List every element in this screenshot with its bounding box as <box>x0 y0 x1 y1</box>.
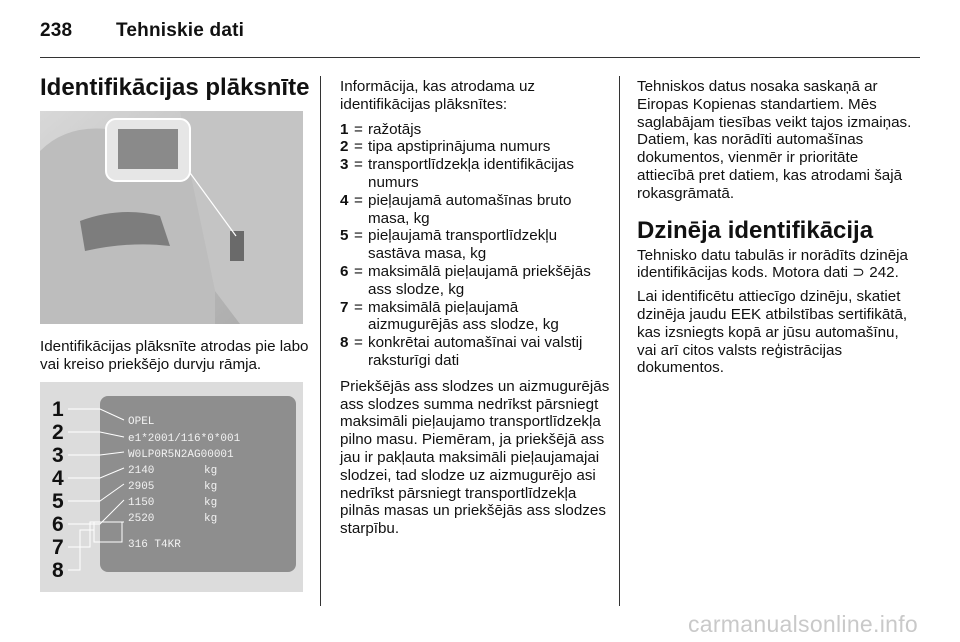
list-item <box>340 121 610 139</box>
plate-unit-3: kg <box>204 497 218 509</box>
callout-2: 2 <box>52 421 64 444</box>
item-number: 1 <box>340 120 349 138</box>
watermark: carmanualsonline.info <box>687 611 918 637</box>
caption-text: Identifikācijas plāksnīte atrodas pie labo vai kreiso priekšējo durvju rāmja. <box>40 338 309 373</box>
list-item <box>340 299 610 335</box>
item-text: ražotājs <box>368 120 422 138</box>
item-number: 3 <box>340 156 349 174</box>
header-rule <box>40 57 920 58</box>
item-eq: = <box>354 334 363 352</box>
plate-weight-1: 2140 <box>128 465 155 477</box>
column-3 <box>637 78 919 377</box>
item-number: 4 <box>340 191 349 209</box>
item-eq: = <box>354 298 363 316</box>
item-text: tipa apstiprinājuma numurs <box>368 138 551 156</box>
callout-8: 8 <box>52 559 64 582</box>
id-plate-diagram <box>40 382 303 592</box>
list-item <box>340 334 610 370</box>
engine-id-paragraph-2: Lai identificētu attiecīgo dzinēju, skatiet dzinēja jaudu EEK atbilstības sertifikātā, kas izsniegts kopā ar jūsu automašīnu, vai arī citos valsts reģistrācijas dokumentos. <box>637 288 908 377</box>
callout-5: 5 <box>52 490 64 513</box>
item-number: 6 <box>340 262 349 280</box>
callout-7: 7 <box>52 536 64 559</box>
list-item <box>340 192 610 228</box>
plate-unit-4: kg <box>204 513 218 525</box>
section-title: Tehniskie dati <box>116 20 245 41</box>
item-text: pieļaujamā transportlīdzekļu sastāva masa, kg <box>368 227 558 263</box>
item-number: 8 <box>340 334 349 352</box>
plate-legend-list <box>340 121 610 370</box>
item-eq: = <box>354 138 363 156</box>
plate-weight-4: 2520 <box>128 513 155 525</box>
callout-3: 3 <box>52 444 64 467</box>
engine-id-heading: Dzinēja identifikācija <box>637 216 874 244</box>
callout-4: 4 <box>52 467 64 490</box>
list-item <box>340 227 610 263</box>
engine-id-text: Tehnisko datu tabulās ir norādīts dzinēja identifikācijas kods. Motora dati <box>637 246 909 282</box>
photo-caption <box>40 338 312 374</box>
list-item <box>340 138 610 156</box>
column-1 <box>40 74 310 102</box>
id-plate-heading: Identifikācijas plāksnīte <box>40 74 310 101</box>
column-divider-1 <box>320 76 321 606</box>
column-divider-2 <box>619 76 620 606</box>
plate-info-intro: Informācija, kas atrodama uz identifikācijas plāksnītes: <box>340 78 535 113</box>
page-number: 238 <box>40 20 73 41</box>
item-eq: = <box>354 262 363 280</box>
item-eq: = <box>354 227 363 245</box>
column-2 <box>340 78 610 538</box>
list-item <box>340 156 610 192</box>
plate-unit-1: kg <box>204 465 218 477</box>
page-header <box>40 20 244 42</box>
item-number: 5 <box>340 227 349 245</box>
callout-6: 6 <box>52 513 64 536</box>
item-text: maksimālā pieļaujamā aizmugurējās ass slodze, kg <box>368 298 559 334</box>
plate-weight-3: 1150 <box>128 497 155 509</box>
item-text: pieļaujamā automašīnas bruto masa, kg <box>368 191 572 227</box>
door-frame-photo <box>40 111 303 324</box>
item-eq: = <box>354 191 363 209</box>
page-ref-link[interactable]: 242. <box>869 264 899 282</box>
item-text: transportlīdzekļa identifikācijas numurs <box>368 156 574 191</box>
page-ref-icon: ⊃ <box>852 264 866 282</box>
item-eq: = <box>354 156 363 174</box>
item-text: konkrētai automašīnai vai valstij raksturīgi dati <box>368 334 583 369</box>
plate-bottom-code: 316 T4KR <box>128 539 181 551</box>
plate-brand: OPEL <box>128 416 155 428</box>
plate-unit-2: kg <box>204 481 218 493</box>
item-eq: = <box>354 120 363 138</box>
plate-approval: e1*2001/116*0*001 <box>128 433 241 445</box>
engine-id-paragraph-1 <box>637 247 919 283</box>
list-item <box>340 263 610 299</box>
plate-weight-2: 2905 <box>128 481 155 493</box>
tech-data-paragraph: Tehniskos datus nosaka saskaņā ar Eiropas Kopienas standartiem. Mēs saglabājam tiesības veikt tajos izmaiņas. Datiem, kas norādīti automašīnas dokumentos, vienmēr ir prioritāte attiecībā pret datiem, kas atrodami šajā rokasgrāmatā. <box>637 78 912 202</box>
axle-load-paragraph: Priekšējās ass slodzes un aizmugurējās ass slodzes summa nedrīkst pārsniegt maksimāli pieļaujamo transportlīdzekļa pilno masu. Piemēram, ja priekšējā ass jau ir pakļauta maksimāli pieļaujamajai slodzei, tad slodze uz aizmugurējo asi nedrīkst pārsniegt transportlīdzekļa pilnās masas un priekšējās ass slodzes starpību. <box>340 377 610 538</box>
item-text: maksimālā pieļaujamā priekšējās ass slodze, kg <box>368 262 591 298</box>
item-number: 2 <box>340 138 349 156</box>
item-number: 7 <box>340 298 349 316</box>
plate-vin: W0LP0R5N2AG00001 <box>128 449 234 461</box>
callout-1: 1 <box>52 398 64 421</box>
